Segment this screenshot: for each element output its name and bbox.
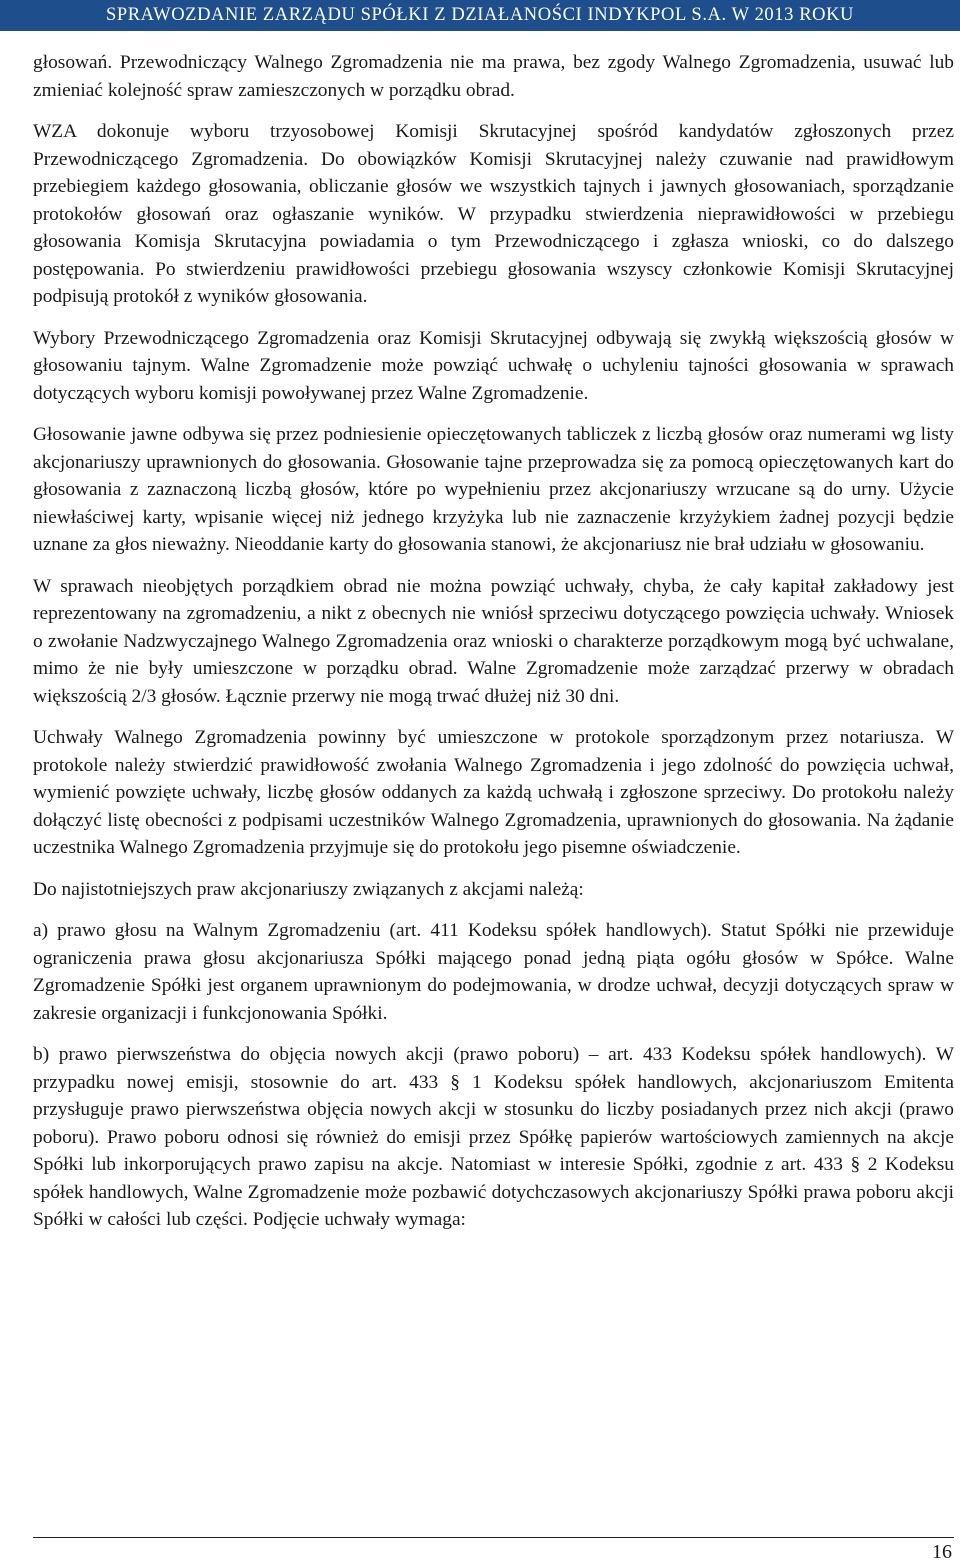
page-number: 16 — [932, 1541, 952, 1563]
report-header-title: SPRAWOZDANIE ZARZĄDU SPÓŁKI Z DZIAŁANOŚCI INDYKPOL S.A. W 2013 ROKU — [105, 5, 855, 25]
paragraph-voting-order: głosowań. Przewodniczący Walnego Zgromadzenia nie ma prawa, bez zgody Walnego Zgromadzenia, usuwać lub zmieniać kolejność spraw zamieszczonych w porządku obrad. — [33, 52, 954, 101]
paragraph-preemptive-right: b) prawo pierwszeństwa do objęcia nowych akcji (prawo poboru) – art. 433 Kodeksu spółek handlowych). W przypadku nowej emisji, stosownie do art. 433 § 1 Kodeksu spółek handlowych, akcjonariuszom Emitenta przysługuje prawo pierwszeństwa objęcia nowych akcji w stosunku do liczby posiadanych przez nich akcji (prawo poboru). Prawo poboru odnosi się również do emisji przez Spółkę papierów wartościowych zamiennych na akcje Spółki lub inkorporujących prawo zapisu na akcje. Natomiast w interesie Spółki, zgodnie z art. 433 § 2 Kodeksu spółek handlowych, Walne Zgromadzenie może pozbawić dotychczasowych akcjonariuszy Spółki prawa poboru akcji Spółki w całości lub części. Podjęcie uchwały wymaga: — [33, 1044, 954, 1230]
paragraph-voting-methods: Głosowanie jawne odbywa się przez podniesienie opieczętowanych tabliczek z liczbą głosów oraz numerami wg listy akcjonariuszy uprawnionych do głosowania. Głosowanie tajne przeprowadza się za pomocą opieczętowanych kart do głosowania z zaznaczoną liczbą głosów, które po wypełnieniu przez akcjonariuszy wrzucane są do urny. Użycie niewłaściwej karty, wpisanie więcej niż jednego krzyżyka lub nie zaznaczenie krzyżykiem żadnej pozycji będzie uznane za głos nieważny. Nieoddanie karty do głosowania stanowi, że akcjonariusz nie brał udziału w głosowaniu. — [33, 424, 954, 555]
footer-divider — [33, 1537, 954, 1538]
paragraph-returning-committee: WZA dokonuje wyboru trzyosobowej Komisji Skrutacyjnej spośród kandydatów zgłoszonych przez Przewodniczącego Zgromadzenia. Do obowiązków Komisji Skrutacyjnej należy czuwanie nad prawidłowym przebiegiem każdego głosowania, obliczanie głosów we wszystkich tajnych i jawnych głosowaniach, sporządzanie protokołów głosowań oraz ogłaszanie wyników. W przypadku stwierdzenia nieprawidłowości w przebiegu głosowania Komisja Skrutacyjna powiadamia o tym Przewodniczącego i zgłasza wnioski, co do dalszego postępowania. Po stwierdzeniu prawidłowości przebiegu głosowania wszyscy członkowie Komisji Skrutacyjnej podpisują protokół z wyników głosowania. — [33, 121, 954, 307]
paragraph-resolutions-protocol: Uchwały Walnego Zgromadzenia powinny być umieszczone w protokole sporządzonym przez notariusza. W protokole należy stwierdzić prawidłowość zwołania Walnego Zgromadzenia i jego zdolność do powzięcia uchwał, wymienić powzięte uchwały, liczbę głosów oddanych za każdą uchwałą i zgłoszone sprzeciwy. Do protokołu należy dołączyć listę obecności z podpisami uczestników Walnego Zgromadzenia, uprawnionych do głosowania. Na żądanie uczestnika Walnego Zgromadzenia przyjmuje się do protokołu jego pisemne oświadczenie. — [33, 727, 954, 858]
report-header-bar — [0, 0, 960, 31]
document-body — [33, 49, 954, 1248]
paragraph-agenda-matters: W sprawach nieobjętych porządkiem obrad nie można powziąć uchwały, chyba, że cały kapitał zakładowy jest reprezentowany na zgromadzeniu, a nikt z obecnych nie wniósł sprzeciwu dotyczącego powzięcia uchwały. Wniosek o zwołanie Nadzwyczajnego Walnego Zgromadzenia oraz wnioski o charakterze porządkowym mogą być uchwalane, mimo że nie były umieszczone w porządku obrad. Walne Zgromadzenie może zarządzać przerwy w obradach większością 2/3 głosów. Łącznie przerwy nie mogą trwać dłużej niż 30 dni. — [33, 575, 954, 707]
paragraph-shareholder-rights-intro: Do najistotniejszych praw akcjonariuszy związanych z akcjami należą: — [33, 878, 584, 900]
paragraph-elections: Wybory Przewodniczącego Zgromadzenia oraz Komisji Skrutacyjnej odbywają się zwykłą większością głosów w głosowaniu tajnym. Walne Zgromadzenie może powziąć uchwałę o uchyleniu tajności głosowania w sprawach dotyczących wyboru komisji powoływanej przez Walne Zgromadzenie. — [33, 327, 954, 404]
paragraph-voting-right: a) prawo głosu na Walnym Zgromadzeniu (art. 411 Kodeksu spółek handlowych). Statut Spółki nie przewiduje ograniczenia prawa głosu akcjonariusza Spółki mającego ponad jedną piąta ogółu głosów w Spółce. Walne Zgromadzenie Spółki jest organem uprawnionym do podejmowania, w drodze uchwał, decyzji dotyczących spraw w zakresie organizacji i funkcjonowania Spółki. — [33, 920, 954, 1024]
